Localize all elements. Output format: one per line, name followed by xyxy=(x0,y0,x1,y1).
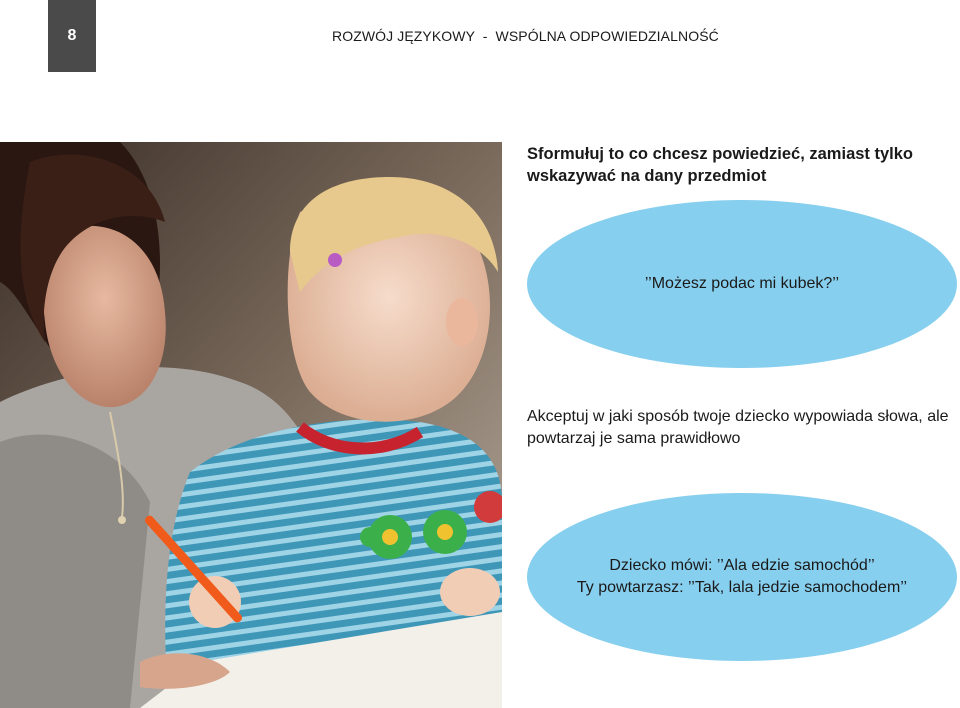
page-number: 8 xyxy=(67,27,77,44)
you-repeat-line: Ty powtarzasz: ’’Tak, lala jedzie samochodem’’ xyxy=(576,579,908,596)
tip-paragraph: Akceptuj w jaki sposób twoje dziecko wypowiada słowa, ale powtarzaj je sama prawidłowo xyxy=(527,408,949,447)
tip-heading: Sformułuj to co chcesz powiedzieć, zamiast tylko wskazywać na dany przedmiot xyxy=(527,145,914,185)
example-quote: ’’Możesz podac mi kubek?’’ xyxy=(644,275,840,292)
page-number-badge xyxy=(48,0,96,72)
example-bubble-1 xyxy=(527,200,957,368)
child-says-line: Dziecko mówi: ’’Ala edzie samochód’’ xyxy=(609,557,875,574)
example-bubble-2 xyxy=(527,493,957,661)
mother-and-child-drawing-photo xyxy=(0,142,502,708)
page-title: ROZWÓJ JĘZYKOWY - WSPÓLNA ODPOWIEDZIALNOŚĆ xyxy=(332,28,719,44)
